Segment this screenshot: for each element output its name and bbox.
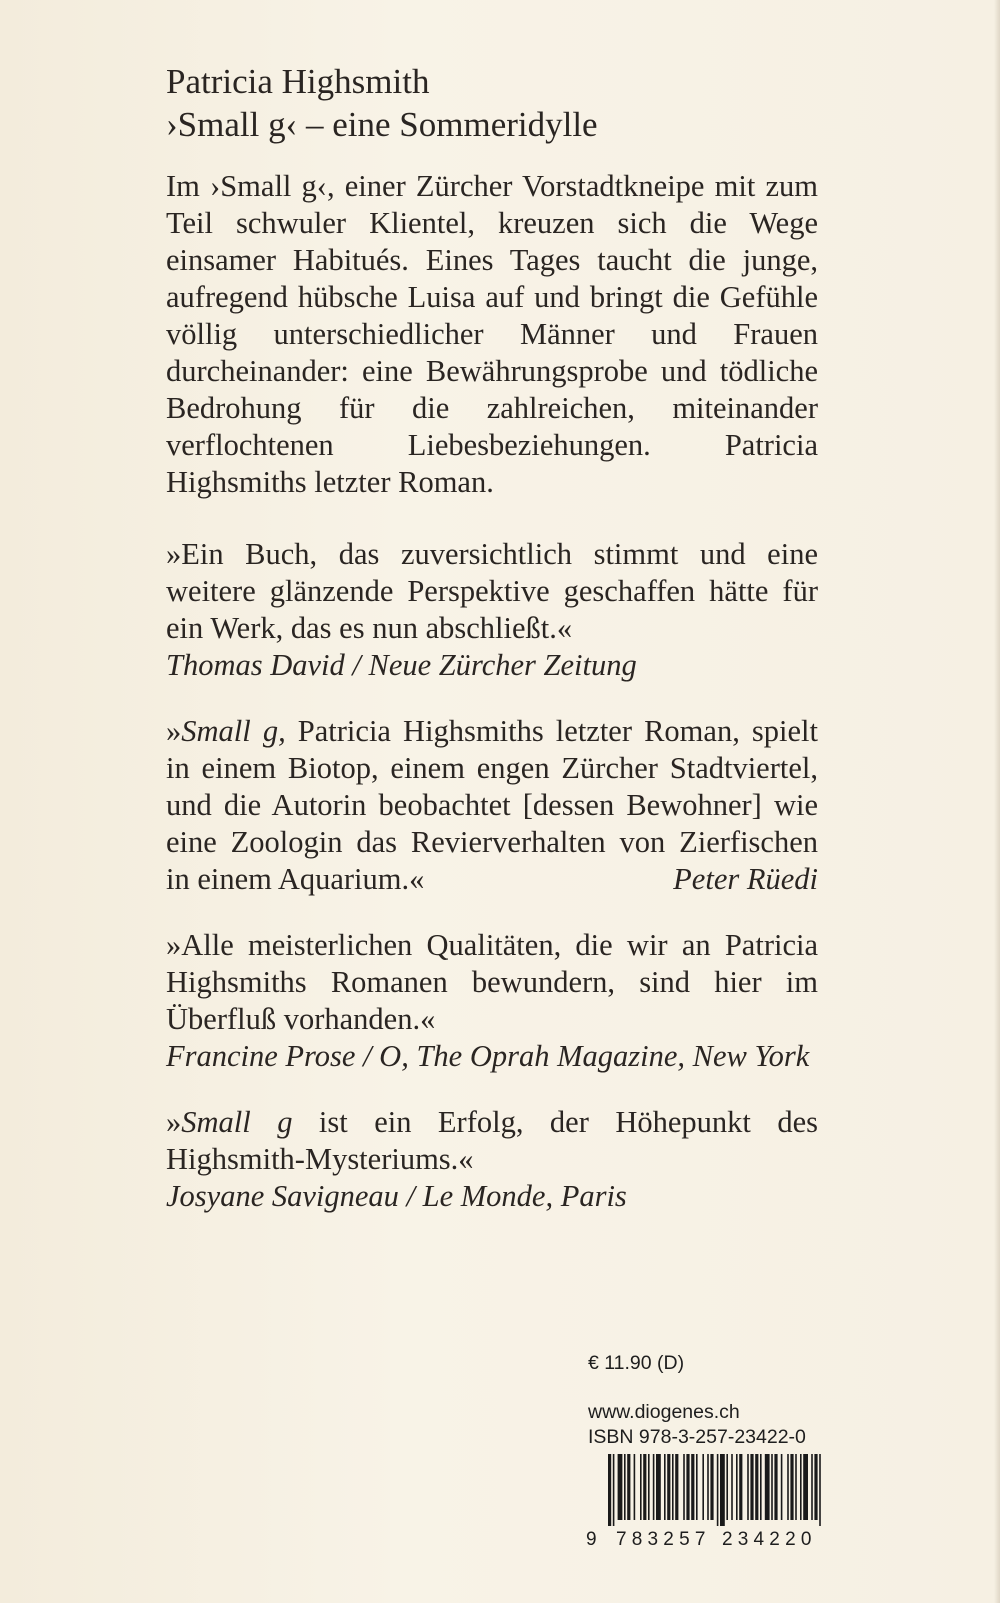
barcode-bar: [667, 1454, 670, 1520]
barcode-bar: [774, 1454, 777, 1520]
quote-lead-title: Small g: [181, 1105, 293, 1139]
quote-source: Peter Rüedi: [673, 862, 818, 896]
quote-2: [166, 713, 818, 898]
barcode-bar: [702, 1454, 704, 1520]
quote-1: [166, 536, 818, 684]
barcode-bar: [750, 1454, 753, 1520]
barcode-bar: [731, 1454, 733, 1520]
barcode-bar: [686, 1454, 689, 1520]
barcode-bar: [683, 1454, 685, 1520]
barcode-bar: [803, 1454, 808, 1520]
barcode-bar: [627, 1454, 630, 1520]
barcode-bar: [765, 1454, 770, 1520]
barcode-bar: [800, 1454, 802, 1520]
barcode-bar: [653, 1454, 655, 1520]
barcode-bar: [771, 1454, 773, 1520]
barcode-bar: [656, 1454, 661, 1520]
cover-text: [166, 60, 818, 1244]
barcode-bar: [648, 1454, 650, 1520]
barcode-bar: [696, 1454, 698, 1520]
quote-source: Francine Prose / O, The Oprah Magazine, New York: [166, 1039, 810, 1073]
publisher-info: [586, 1352, 826, 1556]
isbn-label: ISBN 978-3-257-23422-0: [588, 1426, 806, 1448]
barcode-bar: [675, 1454, 678, 1520]
barcode-bar: [643, 1454, 646, 1520]
barcode-bar: [739, 1454, 742, 1520]
quote-open-mark: »: [166, 714, 182, 748]
barcode-bar: [720, 1454, 725, 1526]
barcode-bar: [755, 1454, 758, 1520]
barcode-block: [586, 1454, 826, 1556]
quote-text: Patricia Highsmiths letzter Roman, spielt in einem Biotop, einem engen Zürcher Stadtviertel, und die Autorin beobachtet [dessen Bewohner] wie eine Zoologin das Revierverhalten von Zierfischen in einem Aquarium.«: [166, 714, 818, 896]
barcode-bar: [790, 1454, 793, 1520]
barcode-digit-first: 9: [586, 1529, 597, 1550]
barcode-bar: [672, 1454, 674, 1520]
barcode-bar: [710, 1454, 713, 1520]
publisher-url: www.diogenes.ch: [588, 1401, 740, 1423]
barcode-bar: [640, 1454, 642, 1520]
barcode-bar: [760, 1454, 762, 1520]
cover-edge-shadow: [994, 0, 1000, 1603]
barcode-bar: [618, 1454, 623, 1520]
barcode-bar: [613, 1454, 615, 1526]
author-name: Patricia Highsmith: [166, 62, 430, 101]
quote-source: Thomas David / Neue Zürcher Zeitung: [166, 648, 637, 682]
barcode-bar: [795, 1454, 797, 1520]
barcode-bar: [781, 1454, 783, 1520]
quote-text: »Ein Buch, das zuversichtlich stimmt und eine weitere glänzende Perspektive geschaffen hätte für ein Werk, das es nun abschließt.«: [166, 537, 818, 645]
barcode-bar: [726, 1454, 728, 1520]
barcode-bar: [717, 1454, 719, 1526]
barcode-digits-right: 234220: [722, 1529, 817, 1550]
barcode-digits-left: 783257: [616, 1529, 711, 1550]
barcode-bar: [634, 1454, 636, 1520]
barcode-bar: [811, 1454, 813, 1520]
blurb: Im ›Small g‹, einer Zürcher Vorstadtkneipe mit zum Teil schwuler Klientel, kreuzen sich die Wege einsamer Habitués. Eines Tages taucht die junge, aufregend hübsche Luisa auf und bringt die Gefühle völlig unterschiedlicher Männer und Frauen durcheinander: eine Bewährungsprobe und tödliche Bedrohung für die zahlreichen, miteinander verflochtenen Liebesbeziehungen. Patricia Highsmiths letzter Roman.: [166, 169, 818, 499]
barcode-bar: [747, 1454, 749, 1520]
barcode-graphic: [608, 1454, 824, 1526]
quote-source: Josyane Savigneau / Le Monde, Paris: [166, 1179, 627, 1213]
barcode-bar: [624, 1454, 626, 1520]
barcode-bar: [608, 1454, 611, 1526]
barcode-bar: [664, 1454, 666, 1520]
quote-open-mark: »: [166, 1105, 182, 1139]
quote-4: [166, 1104, 818, 1215]
barcode-bar: [787, 1454, 789, 1520]
barcode-bar: [819, 1454, 821, 1526]
quote-3: [166, 927, 818, 1075]
barcode-bar: [736, 1454, 738, 1520]
book-title: ›Small g‹ – eine Sommeridylle: [166, 105, 598, 144]
quote-text: ist ein Erfolg, der Höhepunkt des Highsmith-Mysteriums.«: [166, 1105, 818, 1176]
price-label: € 11.90 (D): [588, 1352, 685, 1374]
book-header: [166, 60, 818, 146]
quote-text: »Alle meisterlichen Qualitäten, die wir an Patricia Highsmiths Romanen bewundern, sind hier im Überfluß vorhanden.«: [166, 928, 818, 1036]
barcode-bar: [707, 1454, 709, 1520]
barcode-bar: [814, 1454, 817, 1520]
barcode-bar: [691, 1454, 694, 1520]
quote-lead-title: Small g,: [181, 714, 286, 748]
